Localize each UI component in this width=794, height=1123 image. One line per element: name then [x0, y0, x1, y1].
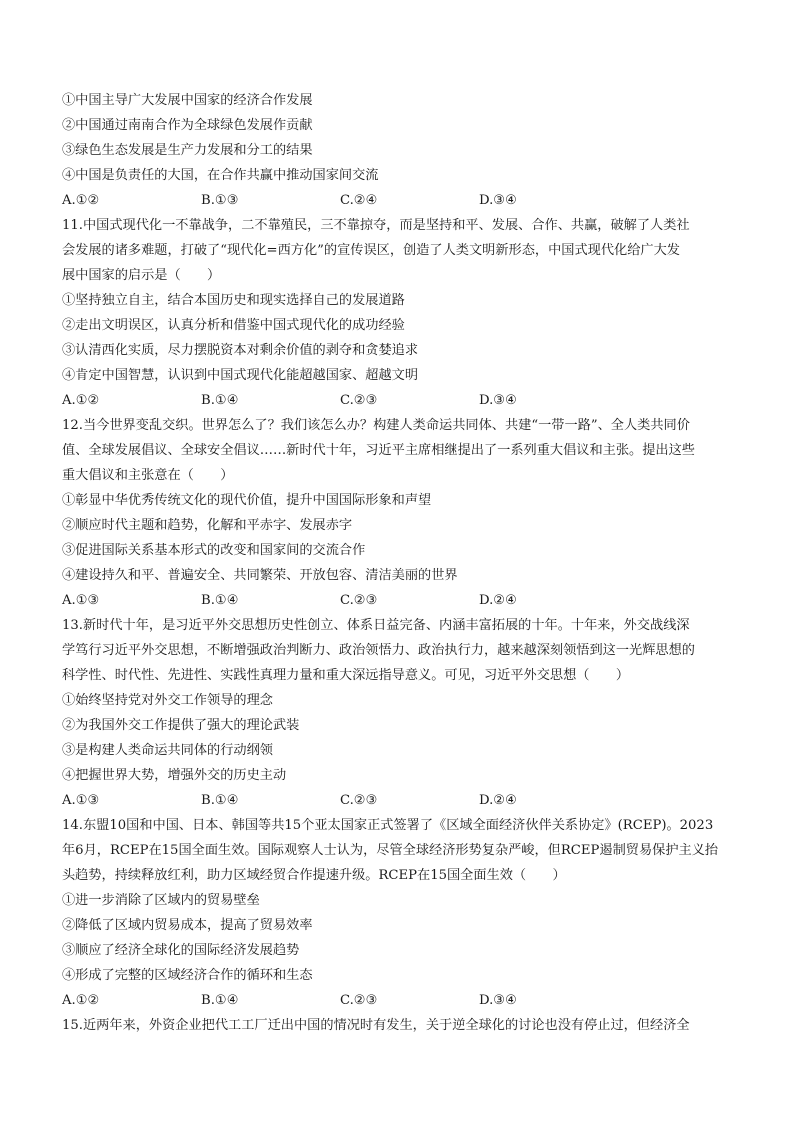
q11-stem-line-3: 展中国家的启示是（ ）	[62, 268, 221, 283]
q13-option-d: D.②④	[479, 793, 517, 808]
q13-option-c: C.②③	[340, 793, 378, 808]
q14-stem-line-1: 14.东盟10国和中国、日本、韩国等共15个亚太国家正式签署了《区域全面经济伙伴关系协定》(RCEP)。2023	[62, 818, 714, 833]
q15-stem-line-1: 15.近两年来，外资企业把代工工厂迁出中国的情况时有发生，关于逆全球化的讨论也没有停止过，但经济全	[62, 1018, 690, 1033]
q12-statement-4: ④建设持久和平、普遍安全、共同繁荣、开放包容、清洁美丽的世界	[62, 568, 458, 583]
q10-statement-2: ②中国通过南南合作为全球绿色发展作贡献	[62, 118, 313, 133]
question-13	[62, 613, 738, 813]
q12-option-d: D.②④	[479, 593, 517, 608]
question-11	[62, 213, 738, 413]
q11-option-c: C.②③	[340, 393, 378, 408]
q11-option-b: B.①④	[201, 393, 239, 408]
question-10	[62, 88, 738, 213]
q12-stem-line-3: 重大倡议和主张意在（ ）	[62, 468, 234, 483]
q11-stem-line-2: 会发展的诸多难题，打破了“现代化=西方化”的宣传误区，创造了人类文明新形态，中国式现代化给广大发	[62, 243, 680, 258]
q14-option-a: A.①②	[62, 993, 100, 1008]
q12-statement-2: ②顺应时代主题和趋势，化解和平赤字、发展赤字	[62, 518, 353, 533]
q12-statement-1: ①彰显中华优秀传统文化的现代价值，提升中国国际形象和声望	[62, 493, 432, 508]
q11-option-a: A.①②	[62, 393, 100, 408]
q14-option-d: D.③④	[479, 993, 517, 1008]
q13-statement-2: ②为我国外交工作提供了强大的理论武装	[62, 718, 300, 733]
q12-option-c: C.②③	[340, 593, 378, 608]
q10-statement-4: ④中国是负责任的大国，在合作共赢中推动国家间交流	[62, 168, 379, 183]
q13-stem-line-2: 学笃行习近平外交思想，不断增强政治判断力、政治领悟力、政治执行力，越来越深刻领悟到这一光辉思想的	[62, 643, 695, 658]
q10-options	[62, 188, 738, 213]
q13-stem-line-1: 13.新时代十年，是习近平外交思想历史性创立、体系日益完备、内涵丰富拓展的十年。十年来，外交战线深	[62, 618, 690, 633]
q13-statement-1: ①始终坚持党对外交工作领导的理念	[62, 693, 273, 708]
q11-statement-1: ①坚持独立自主，结合本国历史和现实选择自己的发展道路	[62, 293, 405, 308]
q12-options	[62, 588, 738, 613]
q13-statement-4: ④把握世界大势，增强外交的历史主动	[62, 768, 287, 783]
q11-stem-line-1: 11.中国式现代化一不靠战争，二不靠殖民，三不靠掠夺，而是坚持和平、发展、合作、共赢，破解了人类社	[62, 218, 690, 233]
q13-options	[62, 788, 738, 813]
q12-option-b: B.①④	[201, 593, 239, 608]
question-14	[62, 813, 738, 1013]
q12-option-a: A.①③	[62, 593, 100, 608]
q14-options	[62, 988, 738, 1013]
q10-option-d: D.③④	[479, 193, 517, 208]
q14-stem-line-3: 头趋势，持续释放红利，助力区域经贸合作提速升级。RCEP在15国全面生效（ ）	[62, 868, 566, 883]
q14-statement-4: ④形成了完整的区域经济合作的循环和生态	[62, 968, 313, 983]
q13-statement-3: ③是构建人类命运共同体的行动纲领	[62, 743, 273, 758]
q11-option-d: D.③④	[479, 393, 517, 408]
q10-statement-1: ①中国主导广大发展中国家的经济合作发展	[62, 93, 313, 108]
q14-statement-2: ②降低了区域内贸易成本，提高了贸易效率	[62, 918, 313, 933]
question-15	[62, 1013, 738, 1038]
exam-page	[62, 88, 738, 1038]
q14-stem-line-2: 年6月，RCEP在15国全面生效。国际观察人士认为，尽管全球经济形势复杂严峻，但RCEP遏制贸易保护主义抬	[62, 843, 719, 858]
q11-statement-3: ③认清西化实质，尽力摆脱资本对剩余价值的剥夺和贪婪追求	[62, 343, 419, 358]
q10-statement-3: ③绿色生态发展是生产力发展和分工的结果	[62, 143, 313, 158]
q10-option-c: C.②④	[340, 193, 378, 208]
q12-statement-3: ③促进国际关系基本形式的改变和国家间的交流合作	[62, 543, 366, 558]
q14-option-b: B.①④	[201, 993, 239, 1008]
q12-stem-line-1: 12.当今世界变乱交织。世界怎么了？我们该怎么办？构建人类命运共同体、共建“一带一路”、全人类共同价	[62, 418, 690, 433]
q14-option-c: C.②③	[340, 993, 378, 1008]
q10-option-a: A.①②	[62, 193, 100, 208]
q10-option-b: B.①③	[201, 193, 239, 208]
q11-statement-4: ④肯定中国智慧，认识到中国式现代化能超越国家、超越文明	[62, 368, 419, 383]
question-12	[62, 413, 738, 613]
q12-stem-line-2: 值、全球发展倡议、全球安全倡议……新时代十年，习近平主席相继提出了一系列重大倡议和主张。提出这些	[62, 443, 695, 458]
q13-stem-line-3: 科学性、时代性、先进性、实践性真理力量和重大深远指导意义。可见，习近平外交思想（ ）	[62, 668, 630, 683]
q13-option-b: B.①④	[201, 793, 239, 808]
q14-statement-1: ①进一步消除了区域内的贸易壁垒	[62, 893, 260, 908]
q11-statement-2: ②走出文明误区，认真分析和借鉴中国式现代化的成功经验	[62, 318, 405, 333]
q11-options	[62, 388, 738, 413]
q14-statement-3: ③顺应了经济全球化的国际经济发展趋势	[62, 943, 300, 958]
q13-option-a: A.①③	[62, 793, 100, 808]
